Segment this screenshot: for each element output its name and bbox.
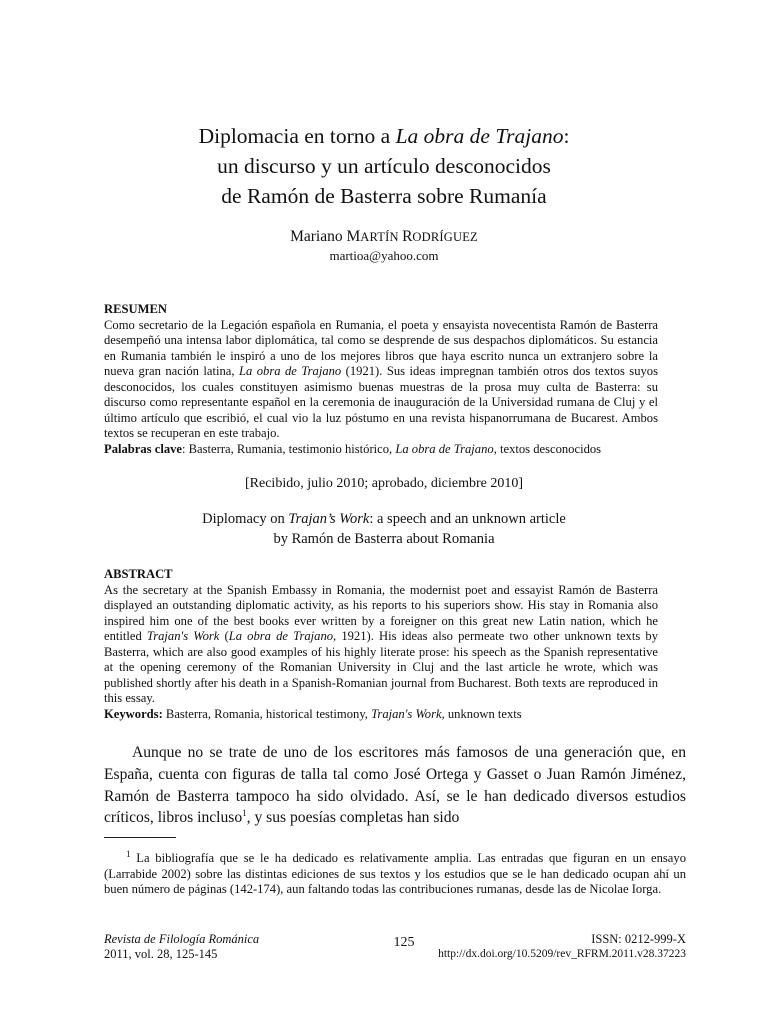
footnote-1: $^1$ La bibliografía que se le ha dedicado es relativamente amplia. Las entradas que figuran en un ensayo (Larrabide 2002) sobre las distintas ediciones de sus textos y los estudios que se le han dedicado ocupan ahí un buen número de páginas (142-174), aun faltando todas las contribuciones rumanas, desde las de Nicolae Iorga.	[104, 848, 686, 896]
footer-identifiers	[438, 932, 686, 962]
resumen-keywords: Palabras clave: Basterra, Rumania, testimonio histórico, La obra de Trajano, textos desconocidos	[104, 441, 602, 456]
journal-name: Revista de Filología Románica	[104, 932, 260, 946]
article-title	[60, 121, 708, 211]
footnote-marker: 1	[126, 848, 131, 859]
english-title	[60, 510, 708, 549]
english-title-line-2: by Ramón de Basterra about Romania	[273, 530, 495, 547]
abstract-section	[104, 567, 658, 722]
footer-journal-info	[104, 932, 259, 962]
issn: ISSN: 0212-999-X	[591, 932, 686, 946]
abstract-heading: ABSTRACT	[104, 567, 173, 581]
title-line-1: Diplomacia en torno a La obra de Trajano:	[198, 124, 570, 148]
resumen-section	[104, 302, 658, 457]
footnote-reference[interactable]: 1	[242, 808, 247, 819]
received-dates: [Recibido, julio 2010; aprobado, diciembre 2010]	[245, 476, 523, 491]
english-title-line-1: Diplomacy on Trajan’s Work: a speech and an unknown article	[202, 511, 566, 527]
footnote-divider	[104, 837, 176, 838]
abstract-text: As the secretary at the Spanish Embassy in Romania, the modernist poet and essayist Ramón de Basterra displayed an outstanding diplomatic activity, as his reports to his superiors show. His stay in Romania also inspired him one of the best books ever written by a foreigner on this great new Latin nation, which he entitled Trajan's Work (La obra de Trajano, 1921). His ideas also permeate two other unknown texts by Basterra, which are also good examples of his highly literate prose: his speech as the Spanish representative at the opening ceremony of the Romanian University in Cluj and the last article he wrote, which was published shortly after his death in a Spanish-Romanian journal from Bucharest. Both texts are reproduced in this essay.	[104, 582, 658, 706]
title-line-2: un discurso y un artículo desconocidos	[217, 154, 551, 178]
author-name: Mariano MARTÍN RODRÍGUEZ	[290, 228, 478, 245]
resumen-heading: RESUMEN	[104, 302, 167, 316]
doi-link[interactable]: http://dx.doi.org/10.5209/rev_RFRM.2011.v28.37223	[438, 948, 686, 960]
title-line-3: de Ramón de Basterra sobre Rumanía	[221, 184, 547, 208]
body-paragraph: Aunque no se trate de uno de los escritores más famosos de una generación que, en España, cuenta con figuras de talla tal como José Ortega y Gasset o Juan Ramón Jiménez, Ramón de Basterra tampoco ha sido olvidado. Así, se le han dedicado diversos estudios críticos, libros incluso$^1$, y sus poesías completas han sido	[104, 744, 686, 827]
journal-volume: 2011, vol. 28, 125-145	[104, 947, 218, 961]
abstract-keywords: Keywords: Basterra, Romania, historical testimony, Trajan's Work, unknown texts	[104, 706, 522, 721]
page-number: 125	[393, 935, 415, 950]
author-email[interactable]: martioa@yahoo.com	[329, 248, 439, 263]
resumen-text: Como secretario de la Legación española en Rumania, el poeta y ensayista novecentista Ramón de Basterra desempeñó una intensa labor diplomática, tal como se desprende de sus despachos diplomáticos. Su estancia en Rumania también le inspiró a uno de los mejores libros que haya escrito nunca un extranjero sobre la nueva gran nación latina, La obra de Trajano (1921). Sus ideas impregnan también otros dos textos suyos desconocidos, los cuales constituyen asimismo buenas muestras de la prosa muy culta de Basterra: su discurso como representante español en la ceremonia de inauguración de la Universidad rumana de Cluj y el último artículo que escribió, el cual vio la luz póstumo en una revista hispanorrumana de Bucarest. Ambos textos se recuperan en este trabajo.	[104, 317, 658, 441]
